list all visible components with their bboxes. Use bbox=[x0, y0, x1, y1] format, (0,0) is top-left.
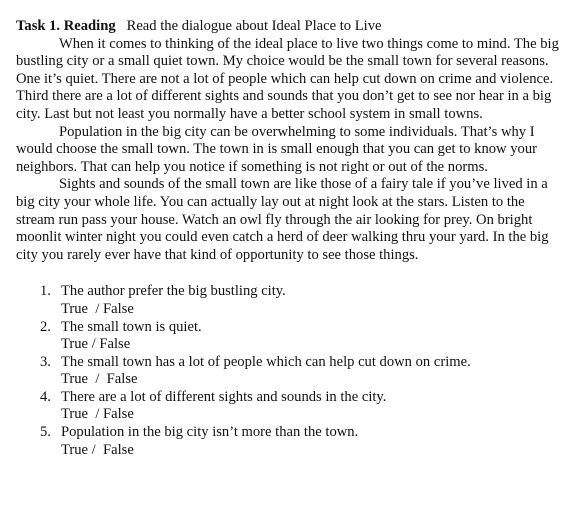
question-number: 3. bbox=[40, 353, 51, 370]
question-text: There are a lot of different sights and sounds in the city. bbox=[61, 388, 387, 405]
true-false-options: True / False bbox=[61, 406, 134, 423]
question-item-1 bbox=[16, 283, 564, 318]
true-false-options: True / False bbox=[61, 336, 131, 353]
task-label: Task 1. Reading bbox=[16, 18, 116, 34]
true-false-options: True / False bbox=[61, 300, 134, 317]
question-item-4 bbox=[16, 389, 564, 424]
question-item-2 bbox=[16, 319, 564, 354]
task-heading bbox=[16, 18, 564, 36]
question-text: The author prefer the big bustling city. bbox=[61, 283, 286, 300]
question-text: The small town is quiet. bbox=[61, 318, 202, 335]
question-number: 1. bbox=[40, 283, 51, 300]
question-number: 2. bbox=[40, 318, 51, 335]
question-item-3 bbox=[16, 354, 564, 389]
paragraph-2: Population in the big city can be overwhelming to some individuals. That’s why I would choose the small town. The town in is small enough that you can get to know your neighbors. That can help you notice if something is not right or out of the norms. bbox=[16, 123, 537, 175]
question-text: Population in the big city isn’t more than the town. bbox=[61, 424, 359, 441]
question-item-5 bbox=[16, 424, 564, 459]
true-false-options: True / False bbox=[61, 441, 134, 458]
question-number: 5. bbox=[40, 424, 51, 441]
true-false-options: True / False bbox=[61, 371, 138, 388]
task-instruction: Read the dialogue about Ideal Place to Live bbox=[126, 18, 382, 34]
question-list bbox=[16, 283, 564, 459]
paragraph-3: Sights and sounds of the small town are like those of a fairy tale if you’ve lived in a big city your whole life. You can actually lay out at night look at the stars. Listen to the stream run pass your house. Watch an owl fly through the air looking for prey. On bright moonlit winter night you could even catch a herd of deer walking thru your yard. In the big city you rarely ever have that kind of opportunity to see those things. bbox=[16, 176, 549, 263]
question-number: 4. bbox=[40, 388, 51, 405]
reading-task bbox=[16, 18, 564, 459]
paragraph-1: When it comes to thinking of the ideal place to live two things come to mind. The big bustling city or a small quiet town. My choice would be the small town for several reasons. One it’s quiet. There are not a lot of people which can help cut down on crime and violence. Third there are a lot of different sights and sounds that you don’t get to see nor hear in a big city. Last but not least you normally have a better school system in small towns. bbox=[16, 35, 559, 122]
question-text: The small town has a lot of people which can help cut down on crime. bbox=[61, 353, 471, 370]
